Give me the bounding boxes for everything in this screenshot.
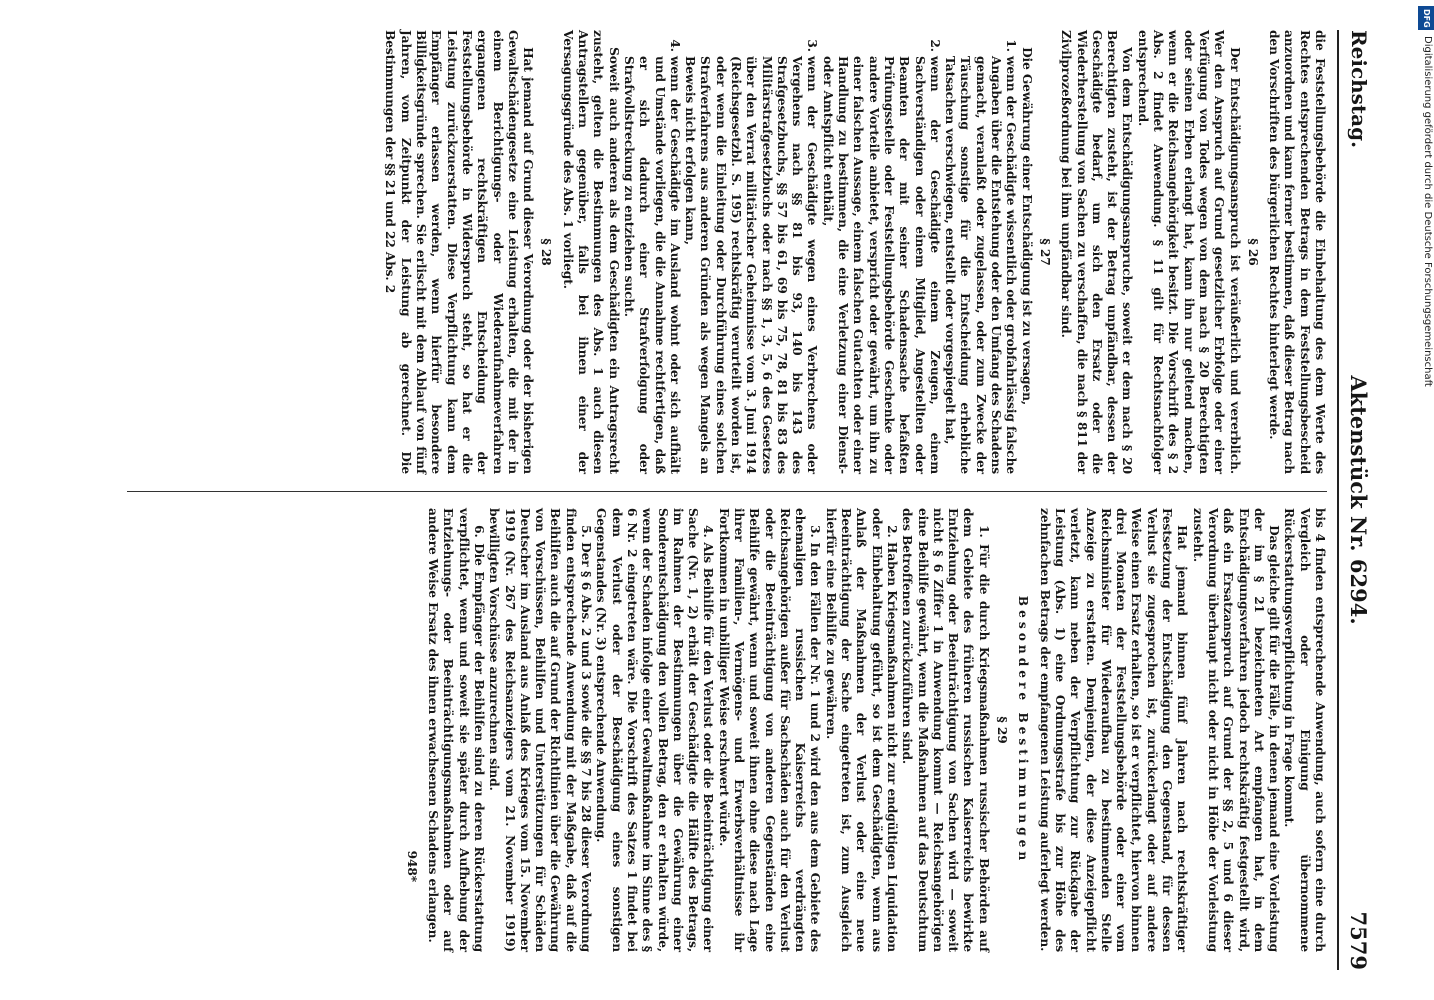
section-heading: § 29 [995, 716, 1010, 744]
list-item: 4. wenn der Geschädigte im Ausland wohnt oder sich aufhält und Umstände vorliegen, die die Annahme rechtfertigen, daß er sich dadurch einer Strafverfolgung oder Strafvollstreckung zu entziehen sucht. [621, 56, 682, 474]
sheet-mark: 948* [404, 850, 419, 882]
paragraph: 4. Als Beihilfe für den Verlust oder die Beeinträchtigung einer Sache (Nr. 1, 2) erhält der Geschädigte die Hälfte des Betrags, im Rahmen der Bestimmungen über die Gewährung einer Sonderentschädigung den vollen Betrag, den er erhalten würde, wenn der Schaden infolge einer Gewaltmaßnahme im Sinne des § 6 Nr. 2 eingetreten wäre. Die Vorschrift des Satzes 1 findet bei dem Verlust oder der Beschädigung eines sonstigen Gegenstandes (Nr. 3) entsprechende Anwendung. [594, 508, 716, 952]
document-page [57, 30, 1377, 970]
dfg-logo: DFG [1418, 6, 1434, 30]
paragraph: Hat jemand auf Grund dieser Verordnung oder der bisherigen Gewaltschädengesetze eine Leistung erhalten, die mit der in einem Berichtigungs- oder Wiederaufnahmeverfahren ergangenen rechtskräftigen Entscheidung der Feststellungsbehörde in Widerspruch steht, so hat er die Leistung zurückzuerstatten. Diese Verpflichtung kann dem Empfänger erlassen werden, wenn hierfür besondere Billigkeitsgründe sprechen. Sie erlischt mit dem Ablauf von fünf Jahren, vom Zeitpunkt der Leistung ab gerechnet. Die Bestimmungen der §§ 21 und 22 Abs. 2 [383, 30, 536, 474]
paragraph: 5. Der § 6 Abs. 2 und 3 sowie die §§ 7 bis 28 dieser Verordnung finden entsprechende Anwendung mit der Maßgabe, daß auf die Beihilfen auch die auf Grund der Richtlinien über die Gewährung von Vorschüssen, Beihilfen und Unterstützungen für Schäden Deutscher im Ausland aus Anlaß des Krieges vom 15. November 1919 (Nr. 267 des Reichsanzeigers vom 21. November 1919) bewilligten Vorschüsse anzurechnen sind. [487, 508, 594, 952]
funding-note: Digitalisierung gefördert durch die Deutsche Forschungsgemeinschaft [1422, 36, 1433, 387]
column-divider [127, 491, 1327, 492]
paragraph: die Feststellungsbehörde die Einbehaltung des dem Werte des Rechtes entsprechenden Betrags in dem Feststellungsbescheid anzuordnen und kann ferner bestimmen, daß dieser Betrag nach den Vorschriften des bürgerlichen Rechtes hinterlegt werde. [1267, 30, 1327, 474]
list [621, 30, 1019, 474]
section-heading: § 28 [539, 238, 554, 266]
header-left: Reichstag. [1347, 30, 1371, 149]
part-heading: Besondere Bestimmungen [1016, 595, 1031, 865]
paragraph: Die Gewährung einer Entschädigung ist zu versagen, [1019, 47, 1034, 406]
header-title: Aktenstück Nr. 6294. [1346, 375, 1371, 625]
right-column [77, 508, 1327, 952]
paragraph: Von dem Entschädigungsanspruche, soweit er dem nach § 20 Berechtigten zusteht, ist der Betrag unpfändbar, dessen der Geschädigte bedarf, um sich den Ersatz oder die Wiederherstellung von Sachen zu verschaffen, die nach § 811 der Zivilprozeßordnung bei ihm unpfändbar sind. [1059, 30, 1135, 474]
left-column [77, 30, 1327, 474]
list-item: 3. wenn der Geschädigte wegen eines Verbrechens oder Vergehens nach §§ 81 bis 93, 140 bis 143 des Strafgesetzbuchs, §§ 57 bis 61, 69 bis 75, 78, 81 bis 83 des Militärstrafgesetzbuchs oder nach §§ 1, 3, 5, 6 des Gesetzes über den Verrat militärischer Geheimnisse vom 3. Juni 1914 (Reichsgesetzbl. S. 195) rechtskräftig verurteilt worden ist, oder wenn die Einleitung oder Durchführung eines solchen Strafverfahrens aus anderen Gründen als wegen Mangels an Beweis nicht erfolgen kann, [682, 56, 820, 474]
funding-sidebar [1417, 6, 1434, 606]
paragraph: Hat jemand binnen fünf Jahren nach rechtskräftiger Festsetzung der Entschädigung den Gegenstand, für dessen Verlust sie zugesprochen ist, zurückerlangt oder auf andere Weise einen Ersatz erhalten, so ist er verpflichtet, hiervon binnen drei Monaten der Feststellungsbehörde oder einer vom Reichsminister für Wiederaufbau zu bestimmenden Stelle Anzeige zu erstatten. Demjenigen, der diese Anzeigepflicht verletzt, kann neben der Verpflichtung zur Rückgabe der Leistung (Abs. 1) eine Ordnungsstrafe bis zur Höhe des zehnfachen Betrags der empfangenen Leistung auferlegt werden. [1037, 508, 1190, 952]
header-rule [1337, 30, 1339, 970]
section-heading: § 26 [1245, 238, 1260, 266]
paragraph: Der Entschädigungsanspruch ist veräußerlich und vererblich. Wer den Anspruch auf Grund gesetzlicher Erbfolge oder einer Verfügung von Todes wegen von dem nach § 20 Berechtigten oder seinen Erben erlangt hat, kann ihn nur geltend machen, wenn er die Reichsangehörigkeit besitzt. Die Vorschrift des § 2 Abs. 2 findet Anwendung. § 11 gilt für Rechtsnachfolger entsprechend. [1135, 30, 1242, 474]
paragraph: Das gleiche gilt für die Fälle, in denen jemand eine Vorleistung der im § 21 bezeichneten Art empfangen hat, in dem Entschädigungsverfahren jedoch rechtskräftig festgestellt wird, daß ein Ersatzanspruch auf Grund der §§ 2, 5 und 6 dieser Verordnung überhaupt nicht oder nicht in Höhe der Vorleistung zusteht. [1190, 508, 1282, 952]
paragraph: Soweit auch anderen als dem Geschädigten ein Antragsrecht zusteht, gelten die Bestimmungen des Abs. 1 auch diesen Antragstellern gegenüber, falls bei ihnen einer der Versagungsgründe des Abs. 1 vorliegt. [560, 30, 621, 474]
page-number: 7579 [1346, 911, 1371, 970]
paragraph: 3. In den Fällen der Nr. 1 und 2 wird den aus dem Gebiete des ehemaligen russischen Kaiserreichs verdrängten Reichsangehörigen außer für Sachschäden auch für den Verlust oder die Beeinträchtigung von anderen Gegenständen eine Beihilfe gewährt, wenn und soweit ihnen ohne diese nach Lage ihrer Familien-, Vermögens- und Erwerbsverhältnisse ihr Fortkommen in unbilliger Weise erschwert würde. [716, 508, 823, 952]
paragraph: bis 4 finden entsprechende Anwendung, auch sofern eine durch Vergleich oder Einigung übernommene Rückerstattungsverpflichtung in Frage kommt. [1282, 508, 1327, 952]
section-heading: § 27 [1037, 238, 1052, 266]
list-item: 1. wenn der Geschädigte wissentlich oder grobfahrlässig falsche Angaben über die Entstehung oder den Umfang des Schadens gemacht, veranlaßt oder zugelassen, oder zum Zwecke der Täuschung sonstige für die Entscheidung erhebliche Tatsachen verschwiegen, entstellt oder vorgespiegelt hat, [942, 56, 1018, 474]
paragraph: 2. Haben Kriegsmaßnahmen nicht zur endgültigen Liquidation oder Einbehaltung geführt, so ist dem Geschädigten, wenn aus Anlaß der Maßnahmen der Verlust oder eine neue Beeinträchtigung der Sache eingetreten ist, zum Ausgleich hierfür eine Beihilfe zu gewähren. [823, 508, 899, 952]
page-header [1339, 30, 1371, 970]
paragraph: 1. Für die durch Kriegsmaßnahmen russischer Behörden auf dem Gebiete des früheren russischen Kaiserreichs bewirkte Entziehung oder Beeinträchtigung von Sachen wird — soweit nicht § 6 Ziffer 1 in Anwendung kommt — Reichsangehörigen eine Beihilfe gewährt, wenn die Maßnahmen auf das Deutschtum des Betroffenen zurückzuführen sind. [900, 508, 991, 952]
list-item: 2. wenn der Geschädigte einem Zeugen, einem Sachverständigen oder einem Mitglied, Angestellten oder Beamten der mit seiner Schadenssache befaßten Prüfungsstelle oder Feststellungsbehörde Geschenke oder andere Vorteile anbietet, verspricht oder gewährt, um ihn zu einer falschen Aussage, einem falschen Gutachten oder einer Handlung zu bestimmen, die eine Verletzung einer Dienst- oder Amtspflicht enthält, [820, 56, 942, 474]
paragraph: 6. Die Empfänger der Beihilfen sind zu deren Rückerstattung verpflichtet, wenn und soweit sie später durch Aufhebung der Entziehungs- oder Beeinträchtigungsmaßnahmen oder auf andere Weise Ersatz des ihnen erwachsenen Schadens erlangen. [426, 508, 486, 952]
